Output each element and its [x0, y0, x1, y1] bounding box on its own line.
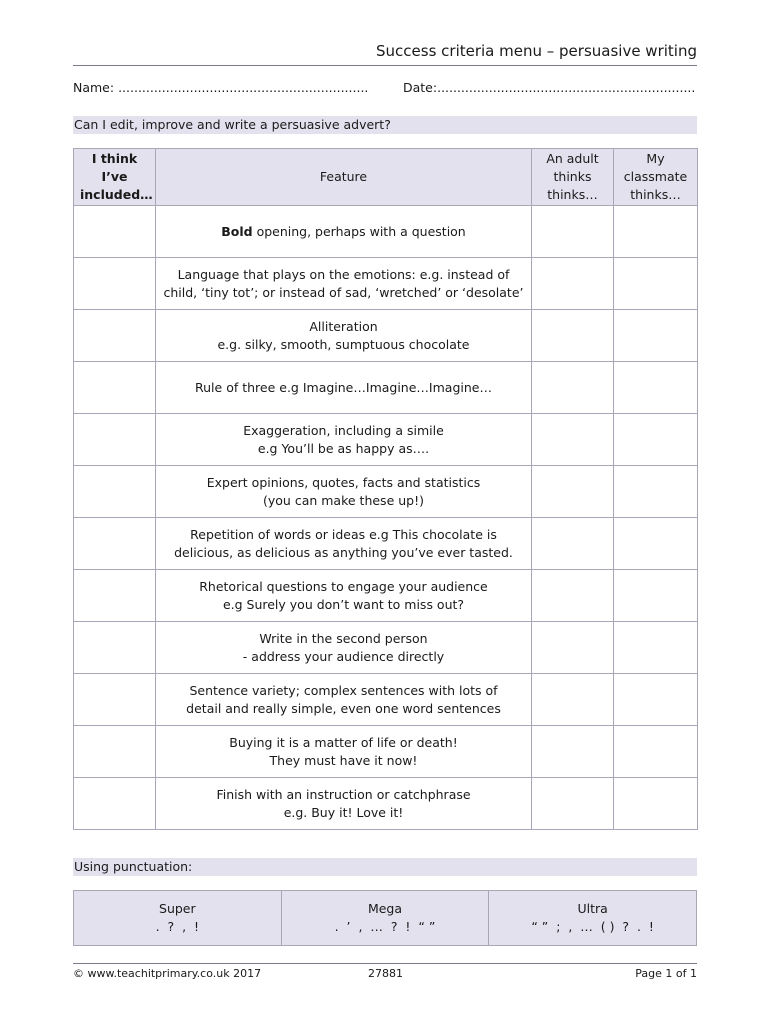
self-check-cell[interactable] — [74, 258, 156, 310]
level-marks: “ ” ; , … ( ) ? . ! — [531, 919, 654, 934]
adult-check-cell[interactable] — [532, 674, 614, 726]
adult-check-cell[interactable] — [532, 466, 614, 518]
feature-line: Exaggeration, including a simile — [243, 422, 444, 438]
date-label: Date: — [403, 80, 438, 95]
table-row — [74, 726, 698, 778]
level-marks: . ? , ! — [155, 919, 200, 934]
self-check-cell[interactable] — [74, 622, 156, 674]
table-row — [74, 778, 698, 830]
feature-cell — [156, 466, 532, 518]
date-dots: ................................................................. — [437, 80, 696, 95]
punctuation-level-super — [74, 891, 282, 946]
header-text: thinks… — [630, 187, 681, 202]
table-row — [74, 518, 698, 570]
adult-check-cell[interactable] — [532, 518, 614, 570]
feature-line: child, ‘tiny tot’; or instead of sad, ‘wretched’ or ‘desolate’ — [163, 284, 524, 300]
adult-check-cell[interactable] — [532, 258, 614, 310]
classmate-check-cell[interactable] — [614, 570, 698, 622]
table-row — [74, 414, 698, 466]
classmate-check-cell[interactable] — [614, 466, 698, 518]
feature-line: Repetition of words or ideas e.g This chocolate is — [190, 526, 497, 542]
table-row — [74, 362, 698, 414]
table-row — [74, 466, 698, 518]
feature-cell — [156, 310, 532, 362]
header-text: My — [646, 151, 665, 166]
feature-line: Expert opinions, quotes, facts and statistics — [206, 474, 481, 490]
feature-line: opening, perhaps with a question — [252, 223, 466, 239]
adult-check-cell[interactable] — [532, 726, 614, 778]
classmate-check-cell[interactable] — [614, 362, 698, 414]
punctuation-table — [73, 890, 697, 946]
feature-cell — [156, 726, 532, 778]
adult-check-cell[interactable] — [532, 570, 614, 622]
feature-line: detail and really simple, even one word sentences — [186, 700, 501, 716]
feature-cell — [156, 362, 532, 414]
feature-line: Rule of three e.g Imagine…Imagine…Imagine… — [195, 379, 492, 395]
level-name: Ultra — [577, 901, 608, 916]
feature-line: delicious, as delicious as anything you’ve ever tasted. — [174, 544, 513, 560]
table-row — [74, 310, 698, 362]
adult-check-cell[interactable] — [532, 310, 614, 362]
self-check-cell[interactable] — [74, 206, 156, 258]
table-row — [74, 674, 698, 726]
feature-line: Rhetorical questions to engage your audience — [199, 578, 488, 594]
punctuation-title: Using punctuation: — [74, 859, 193, 874]
title-rule — [73, 65, 697, 66]
success-criteria-table — [73, 148, 698, 830]
feature-line: Sentence variety; complex sentences with lots of — [189, 682, 498, 698]
self-check-cell[interactable] — [74, 674, 156, 726]
classmate-check-cell[interactable] — [614, 622, 698, 674]
punctuation-row — [74, 891, 697, 946]
self-check-cell[interactable] — [74, 466, 156, 518]
self-check-cell[interactable] — [74, 726, 156, 778]
feature-cell — [156, 258, 532, 310]
header-classmate — [614, 149, 698, 206]
table-row — [74, 570, 698, 622]
header-text: included… — [80, 187, 153, 202]
feature-line: e.g. Buy it! Love it! — [283, 804, 404, 820]
level-marks: . ’ , … ? ! “ ” — [334, 919, 436, 934]
header-feature: Feature — [156, 149, 532, 206]
punctuation-level-ultra — [489, 891, 697, 946]
question-bar — [73, 116, 697, 134]
footer-page-number: Page 1 of 1 — [635, 967, 697, 980]
level-name: Mega — [367, 901, 403, 916]
table-row — [74, 622, 698, 674]
level-name: Super — [159, 901, 196, 916]
page-title: Success criteria menu – persuasive writing — [376, 42, 697, 60]
adult-check-cell[interactable] — [532, 622, 614, 674]
self-check-cell[interactable] — [74, 414, 156, 466]
feature-cell — [156, 622, 532, 674]
classmate-check-cell[interactable] — [614, 674, 698, 726]
name-dots: ............................................................... — [118, 80, 369, 95]
feature-cell — [156, 674, 532, 726]
feature-cell — [156, 206, 532, 258]
feature-line: Finish with an instruction or catchphrase — [216, 786, 471, 802]
punctuation-bar — [73, 858, 697, 876]
punctuation-level-mega — [281, 891, 489, 946]
adult-check-cell[interactable] — [532, 778, 614, 830]
classmate-check-cell[interactable] — [614, 414, 698, 466]
classmate-check-cell[interactable] — [614, 518, 698, 570]
feature-line: e.g You’ll be as happy as…. — [257, 440, 430, 456]
classmate-check-cell[interactable] — [614, 258, 698, 310]
classmate-check-cell[interactable] — [614, 778, 698, 830]
date-field[interactable] — [403, 80, 695, 95]
header-text: classmate — [623, 169, 688, 184]
feature-cell — [156, 570, 532, 622]
feature-line: Write in the second person — [259, 630, 428, 646]
feature-line: Language that plays on the emotions: e.g. instead of — [177, 266, 510, 282]
name-field[interactable] — [73, 80, 368, 95]
feature-cell — [156, 518, 532, 570]
self-check-cell[interactable] — [74, 362, 156, 414]
feature-line: Alliteration — [309, 318, 378, 334]
table-header-row — [74, 149, 698, 206]
feature-line: They must have it now! — [269, 752, 418, 768]
name-label: Name: — [73, 80, 115, 95]
question-text: Can I edit, improve and write a persuasive advert? — [74, 117, 391, 132]
table-row — [74, 206, 698, 258]
classmate-check-cell[interactable] — [614, 310, 698, 362]
self-check-cell[interactable] — [74, 518, 156, 570]
classmate-check-cell[interactable] — [614, 206, 698, 258]
self-check-cell[interactable] — [74, 778, 156, 830]
self-check-cell[interactable] — [74, 570, 156, 622]
self-check-cell[interactable] — [74, 310, 156, 362]
classmate-check-cell[interactable] — [614, 726, 698, 778]
feature-line: - address your audience directly — [242, 648, 445, 664]
feature-line: Buying it is a matter of life or death! — [229, 734, 458, 750]
header-adult — [532, 149, 614, 206]
feature-cell — [156, 778, 532, 830]
adult-check-cell[interactable] — [532, 206, 614, 258]
header-text: An adult — [546, 151, 599, 166]
header-text: thinks — [553, 169, 592, 184]
feature-cell — [156, 414, 532, 466]
table-row — [74, 258, 698, 310]
feature-line: (you can make these up!) — [263, 492, 424, 508]
adult-check-cell[interactable] — [532, 362, 614, 414]
feature-line: e.g. silky, smooth, sumptuous chocolate — [217, 336, 470, 352]
header-self-check — [74, 149, 156, 206]
feature-line: e.g Surely you don’t want to miss out? — [222, 596, 465, 612]
footer-code: 27881 — [368, 967, 403, 980]
footer-rule — [73, 963, 697, 964]
header-text: I think I’ve — [91, 151, 138, 184]
feature-bold: Bold — [221, 223, 253, 239]
adult-check-cell[interactable] — [532, 414, 614, 466]
footer-copyright: © www.teachitprimary.co.uk 2017 — [73, 967, 262, 980]
header-text: thinks… — [547, 187, 598, 202]
